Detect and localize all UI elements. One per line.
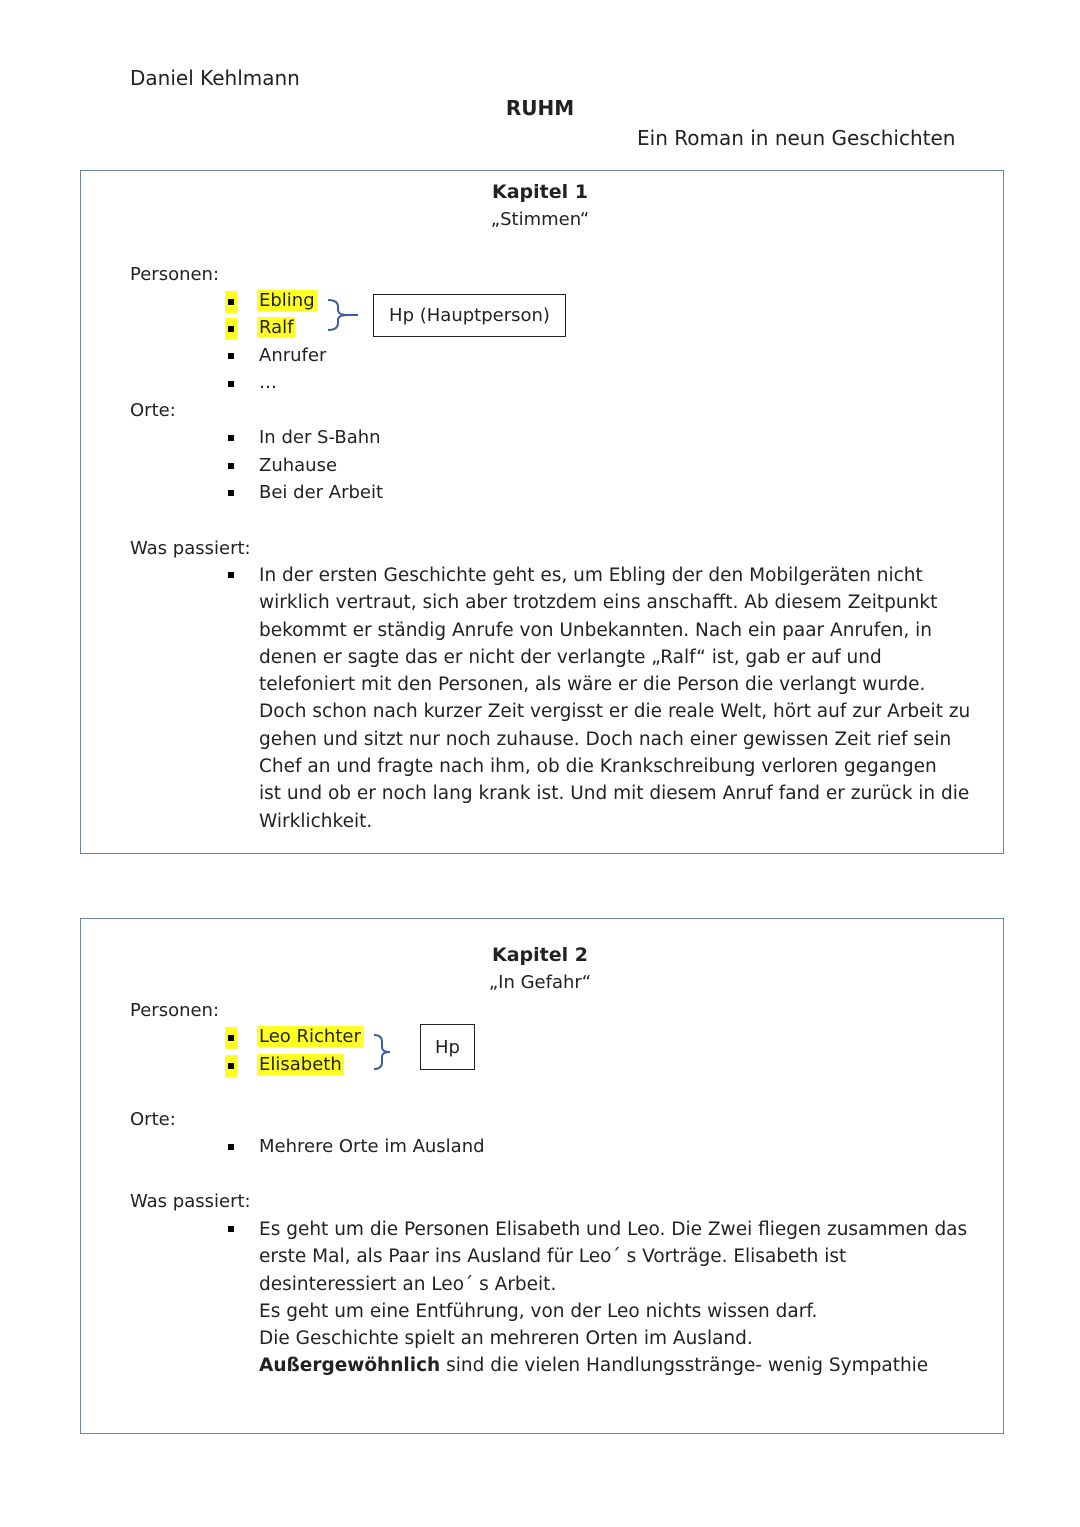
book-title: RUHM [505, 96, 575, 120]
bullet [228, 326, 234, 332]
curly-brace-icon [372, 1032, 396, 1072]
person-item: Ebling [259, 290, 315, 311]
person-item: Elisabeth [259, 1054, 342, 1075]
chapter-2-heading: Kapitel 2 [492, 944, 588, 966]
place-item: Zuhause [259, 455, 338, 476]
bullet [228, 1226, 234, 1232]
bullet [228, 463, 234, 469]
main-person-tag: Hp [420, 1024, 475, 1070]
person-item: Anrufer [259, 345, 327, 366]
person-item: Leo Richter [259, 1026, 361, 1047]
bullet [228, 381, 234, 387]
chapter-1-places-label: Orte: [130, 400, 176, 421]
bullet [228, 1063, 234, 1069]
chapter-2-places-label: Orte: [130, 1109, 176, 1130]
bullet [228, 490, 234, 496]
person-item: Ralf [259, 317, 294, 338]
bullet [228, 435, 234, 441]
person-item-ellipsis: … [259, 372, 277, 393]
chapter-2-plot-label: Was passiert: [130, 1191, 251, 1212]
chapter-1-plot: In der ersten Geschichte geht es, um Ebling der den Mobilgeräten nicht wirklich vertraut, sich aber trotzdem eins anschafft. Ab diesem Zeitpunkt bekommt er ständig Anrufe von Unbekannten. Nach ein paar Anrufen, in denen er sagte das er nicht der verlangte „Ralf“ ist, gab er auf und telefoniert mit den Personen, als wäre er die Person die verlangt wurde. Doch schon nach kurzer Zeit vergisst er die reale Welt, hört auf zur Arbeit zu gehen und sitzt nur noch zuhause. Doch nach einer gewissen Zeit rief sein Chef an und fragte nach ihm, ob die Krankschreibung verloren gegangen ist und ob er noch lang krank ist. Und mit diesem Anruf fand er zurück in die Wirklichkeit. [259, 565, 971, 832]
place-item: Bei der Arbeit [259, 482, 384, 503]
author: Daniel Kehlmann [130, 66, 300, 90]
main-person-tag: Hp (Hauptperson) [373, 294, 566, 337]
chapter-2-subheading: „In Gefahr“ [488, 972, 592, 993]
curly-brace-icon [326, 297, 360, 333]
chapter-2-persons-label: Personen: [130, 1000, 220, 1021]
bullet [228, 1035, 234, 1041]
bullet [228, 1144, 234, 1150]
emphasis-word: Außergewöhnlich [259, 1355, 441, 1377]
bullet [228, 353, 234, 359]
chapter-2-plot: Es geht um die Personen Elisabeth und Leo. Die Zwei fliegen zusammen das erste Mal, als Paar ins Ausland für Leo´ s Vorträge. Elisabeth ist desinteressiert an Leo´ s Arbeit. Es geht um eine Entführung, von der Leo nichts wissen darf. Die Geschichte spielt an mehreren Orten im Ausland. Außergewöhnlich sind die vielen Handlungsstränge- wenig Sympathie [259, 1219, 968, 1377]
chapter-1-heading: Kapitel 1 [492, 181, 588, 203]
chapter-1-plot-label: Was passiert: [130, 538, 251, 559]
bullet [228, 299, 234, 305]
book-subtitle: Ein Roman in neun Geschichten [637, 126, 956, 150]
place-item: In der S-Bahn [259, 427, 381, 448]
chapter-1-subheading: „Stimmen“ [490, 209, 590, 230]
bullet [228, 572, 234, 578]
chapter-1-persons-label: Personen: [130, 264, 220, 285]
place-item: Mehrere Orte im Ausland [259, 1136, 485, 1157]
